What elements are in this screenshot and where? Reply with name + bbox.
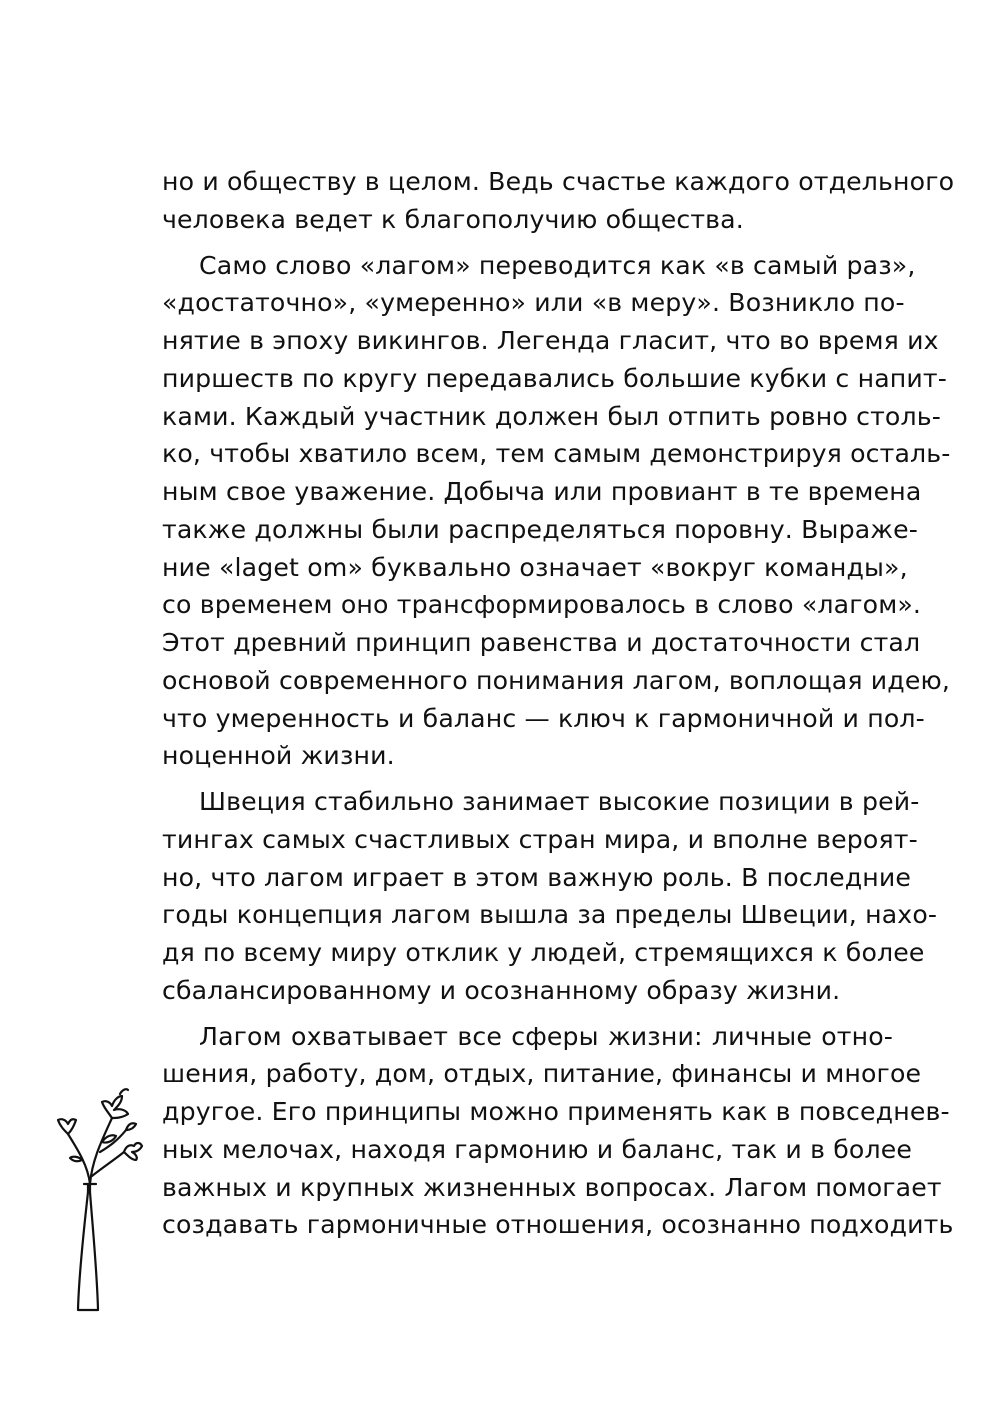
text-line: тингах самых счастливых стран мира, и вполне вероят-	[162, 824, 918, 854]
body-text	[162, 163, 955, 1244]
text-line: другое. Его принципы можно применять как в повседнев-	[162, 1097, 950, 1126]
paragraph-3	[162, 783, 938, 1010]
text-line: пиршеств по кругу передавались большие кубки с напит-	[162, 363, 947, 393]
text-line: ных мелочах, находя гармонию и баланс, так и в более	[162, 1134, 913, 1164]
text-line: ным свое уважение. Добыча или провиант в те времена	[162, 477, 922, 506]
text-line: ноценной жизни.	[162, 741, 395, 771]
text-line: годы концепция лагом вышла за пределы Швеции, нахо-	[162, 900, 938, 930]
text-line: важных и крупных жизненных вопросах. Лагом помогает	[162, 1172, 942, 1202]
text-line: Этот древний принцип равенства и достаточности стал	[162, 628, 921, 657]
text-line: человека ведет к благополучию общества.	[162, 204, 744, 234]
text-line: Лагом охватывает все сферы жизни: личные отно-	[199, 1021, 893, 1051]
text-line: ко, чтобы хватило всем, тем самым демонстрируя осталь-	[162, 439, 951, 469]
text-line: «достаточно», «умеренно» или «в меру». Возникло по-	[162, 288, 905, 318]
text-line: основой современного понимания лагом, воплощая идею,	[162, 665, 951, 695]
vase-with-flowers-icon	[52, 1080, 152, 1320]
text-line: сбалансированному и осознанному образу жизни.	[162, 975, 841, 1005]
text-line: также должны были распределяться поровну. Выраже-	[162, 514, 919, 544]
text-line: но, что лагом играет в этом важную роль. В последние	[162, 862, 912, 892]
paragraph-4	[162, 1018, 954, 1245]
text-line: что умеренность и баланс — ключ к гармоничной и пол-	[162, 703, 925, 733]
paragraph-2	[162, 247, 951, 776]
paragraph-1	[162, 163, 955, 239]
text-line: создавать гармоничные отношения, осознанно подходить	[162, 1210, 954, 1240]
text-line: Швеция стабильно занимает высокие позиции в рей-	[199, 787, 920, 816]
text-line: шения, работу, дом, отдых, питание, финансы и многое	[162, 1059, 922, 1089]
text-line: Само слово «лагом» переводится как «в самый раз»,	[199, 250, 916, 280]
text-line: со временем оно трансформировалось в слово «лагом».	[162, 590, 922, 620]
text-line: нятие в эпоху викингов. Легенда гласит, что во время их	[162, 326, 939, 355]
text-line: ками. Каждый участник должен был отпить ровно столь-	[162, 401, 941, 431]
text-line: но и обществу в целом. Ведь счастье каждого отдельного	[162, 167, 955, 196]
text-line: ние «laget om» буквально означает «вокруг команды»,	[162, 552, 908, 582]
text-line: дя по всему миру отклик у людей, стремящихся к более	[162, 938, 925, 967]
